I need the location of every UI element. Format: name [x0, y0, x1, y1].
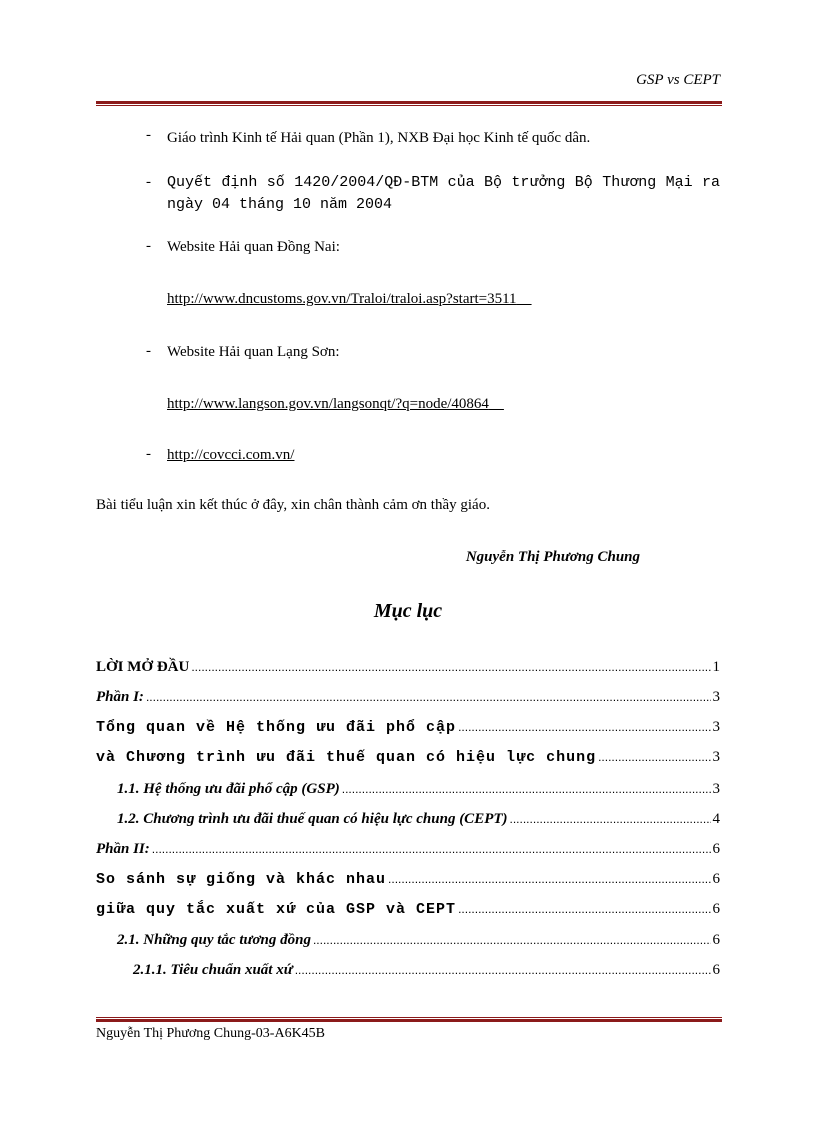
toc-entry[interactable]	[96, 841, 720, 863]
toc-leader-dots	[146, 690, 711, 704]
toc-entry-page: 6	[712, 871, 720, 887]
toc-entry-page: 6	[712, 962, 720, 978]
toc-entry-page: 6	[712, 932, 720, 948]
reference-textbook: Giáo trình Kinh tế Hải quan (Phần 1), NXB Đại học Kinh tế quốc dân.	[167, 130, 591, 146]
toc-leader-dots	[295, 963, 711, 977]
toc-entry-page: 4	[712, 811, 720, 827]
author-signature: Nguyễn Thị Phương Chung	[465, 549, 640, 565]
toc-entry[interactable]	[96, 749, 720, 771]
toc-entry-page: 3	[712, 689, 720, 705]
reference-decision: Quyết định số 1420/2004/QĐ-BTM của Bộ trưởng Bộ Thương Mại ra ngày 04 tháng 10 năm 2004	[167, 174, 720, 213]
toc-entry-page: 6	[712, 841, 720, 857]
toc-entry-label: 2.1. Những quy tắc tương đồng	[117, 932, 311, 948]
reference-langson-link[interactable]: http://www.langson.gov.vn/langsonqt/?q=node/40864	[167, 396, 489, 412]
reference-dongnai-link-wrap	[167, 288, 720, 310]
reference-bullet: -	[146, 174, 151, 190]
toc-entry-page: 3	[712, 749, 720, 765]
toc-entry-label: 2.1.1. Tiêu chuẩn xuất xứ	[133, 962, 293, 978]
toc-title: Mục lục	[373, 600, 443, 622]
toc-entry-label: 1.1. Hệ thống ưu đãi phổ cập (GSP)	[117, 781, 340, 797]
reference-bullet: -	[146, 238, 151, 254]
toc-entry-label: giữa quy tắc xuất xứ của GSP và CEPT	[96, 901, 457, 918]
toc-entry-label: Phần II:	[96, 841, 150, 857]
closing-sentence: Bài tiểu luận xin kết thúc ở đây, xin chân thành cảm ơn thầy giáo.	[96, 497, 490, 513]
toc-entry-page: 6	[712, 901, 720, 917]
toc-entry-label: So sánh sự giống và khác nhau	[96, 871, 387, 888]
toc-leader-dots	[342, 782, 711, 796]
toc-entry-label: Tổng quan về Hệ thống ưu đãi phổ cập	[96, 719, 457, 736]
toc-entry-page: 1	[712, 659, 720, 675]
page-header-title: GSP vs CEPT	[636, 72, 720, 88]
toc-entry[interactable]	[96, 689, 720, 711]
reference-langson-link-wrap	[167, 393, 720, 415]
toc-entry[interactable]	[117, 781, 720, 803]
toc-entry[interactable]	[96, 659, 720, 681]
toc-entry-label: LỜI MỞ ĐẦU	[96, 659, 190, 675]
reference-covcci-wrap	[167, 444, 720, 466]
reference-bullet: -	[146, 343, 151, 359]
toc-entry-page: 3	[712, 781, 720, 797]
toc-entry[interactable]	[117, 811, 720, 833]
reference-covcci-link[interactable]: http://covcci.com.vn/	[167, 447, 295, 463]
toc-entry[interactable]	[133, 962, 720, 984]
reference-bullet: -	[146, 127, 151, 143]
toc-leader-dots	[510, 812, 711, 826]
header-rule	[96, 101, 722, 106]
reference-dongnai-label: Website Hải quan Đồng Nai:	[167, 239, 340, 255]
toc-entry-label: và Chương trình ưu đãi thuế quan có hiệu lực chung	[96, 749, 597, 766]
reference-dongnai-link[interactable]: http://www.dncustoms.gov.vn/Traloi/traloi.asp?start=3511	[167, 291, 517, 307]
toc-entry[interactable]	[96, 901, 720, 923]
toc-entry[interactable]	[96, 871, 720, 893]
toc-entry-page: 3	[712, 719, 720, 735]
toc-leader-dots	[191, 660, 710, 674]
toc-leader-dots	[313, 933, 711, 947]
toc-entry-label: Phần I:	[96, 689, 144, 705]
toc-leader-dots	[152, 842, 711, 856]
page-footer-text: Nguyễn Thị Phương Chung-03-A6K45B	[96, 1026, 326, 1041]
toc-leader-dots	[458, 720, 710, 734]
toc-leader-dots	[388, 872, 710, 886]
toc-entry[interactable]	[117, 932, 720, 954]
toc-entry-label: 1.2. Chương trình ưu đãi thuế quan có hiệu lực chung (CEPT)	[117, 811, 508, 827]
footer-rule	[96, 1017, 722, 1022]
reference-bullet: -	[146, 446, 151, 462]
reference-langson-label: Website Hải quan Lạng Sơn:	[167, 344, 340, 360]
toc-leader-dots	[598, 750, 710, 764]
toc-entry[interactable]	[96, 719, 720, 741]
toc-leader-dots	[458, 902, 710, 916]
